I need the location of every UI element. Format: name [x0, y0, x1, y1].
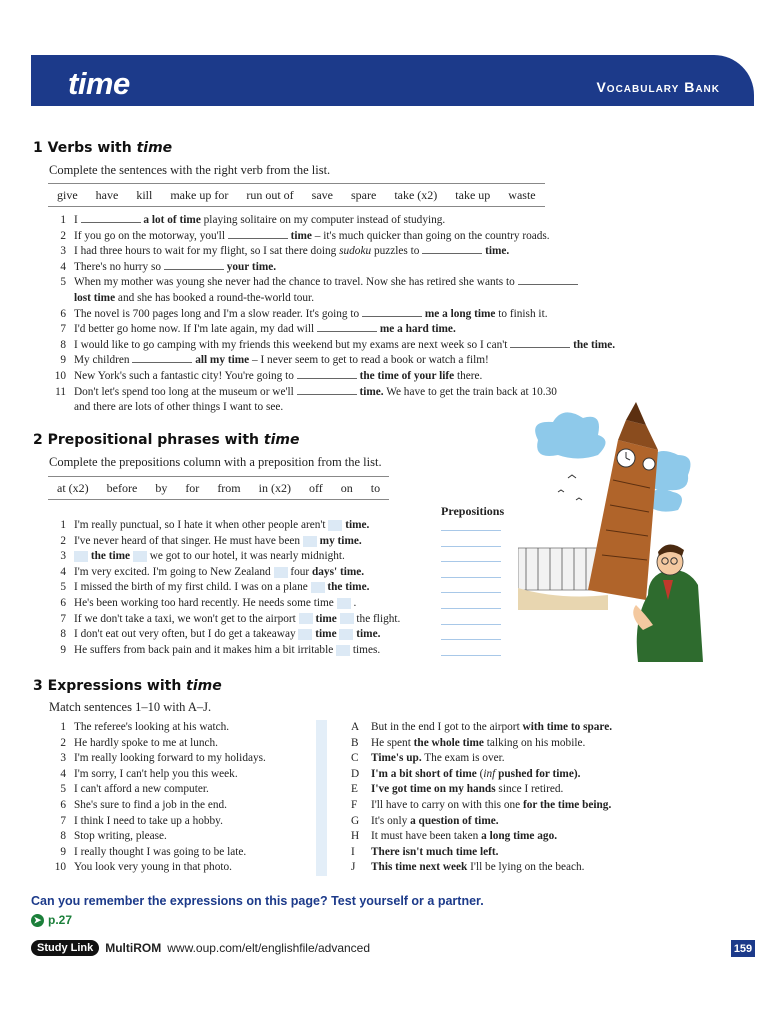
word-list-item: have: [95, 187, 119, 202]
option-letter: C: [351, 752, 359, 765]
sentence-row: [50, 213, 615, 229]
sentence-number: 6: [60, 307, 66, 320]
sentence-number: 8: [60, 628, 66, 641]
key-phrase: the time.: [573, 338, 616, 351]
sentence-row: [50, 244, 615, 260]
option-text: I've got time on my hands since I retired.: [371, 783, 564, 796]
key-phrase: time.: [485, 245, 510, 258]
sentence-number: 2: [60, 229, 66, 242]
sentence-number: 8: [60, 338, 66, 351]
match-right-row: [351, 845, 612, 861]
sentence-text: He suffers from back pain and it makes him a bit irritable times.: [74, 643, 381, 656]
option-text: It's only a question of time.: [371, 814, 499, 827]
preposition-answer-line[interactable]: [441, 592, 501, 593]
option-letter: E: [351, 783, 358, 796]
section-2-word-list: [48, 476, 389, 500]
option-letter: J: [351, 861, 356, 874]
match-right-row: [351, 720, 612, 736]
key-phrase: for the time being.: [523, 798, 612, 811]
sentence-number: 5: [60, 276, 66, 289]
sentence-number: 11: [55, 385, 66, 398]
answer-blank[interactable]: [297, 393, 357, 395]
key-phrase: the time of your life: [359, 369, 455, 382]
sentence-number: 1: [60, 519, 66, 531]
key-phrase: a lot of time: [143, 214, 201, 226]
word-list-item: before: [106, 480, 138, 495]
prepositions-column-header: Prepositions: [441, 504, 505, 518]
sentence-row: [50, 338, 615, 354]
sentence-text: I would like to go camping with my friends this weekend but my exams are next week so I can't the time.: [74, 338, 616, 351]
answer-blank[interactable]: [518, 283, 578, 285]
option-text: I'm a bit short of time (inf pushed for time).: [371, 767, 581, 780]
sentence-number: 9: [60, 845, 66, 858]
preposition-answer-line[interactable]: [441, 530, 501, 531]
match-right-row: [351, 751, 612, 767]
answer-blank[interactable]: [81, 221, 141, 223]
preposition-answer-line[interactable]: [441, 655, 501, 656]
section-2-sentences: [50, 518, 400, 658]
match-right-row: [351, 736, 612, 752]
sentence-text: lost time and she has booked a round-the-world tour.: [74, 291, 315, 304]
word-list-item: in (x2): [258, 480, 291, 495]
word-list-item: waste: [508, 187, 536, 202]
preposition-answer-line[interactable]: [441, 608, 501, 609]
sentence-number: 9: [60, 643, 66, 656]
section-2-title: 2 Prepositional phrases with time: [33, 432, 300, 448]
section-3-right-sentences: [351, 720, 612, 876]
word-list-item: to: [370, 480, 381, 495]
sentence-text: I'm sorry, I can't help you this week.: [74, 767, 238, 780]
study-link-badge: Study Link: [31, 940, 99, 956]
sentence-number: 1: [60, 214, 66, 226]
arrow-right-icon: ➤: [31, 914, 44, 927]
answer-gap[interactable]: [303, 536, 317, 547]
word-list-item: take up: [455, 187, 491, 202]
sentence-number: 3: [60, 550, 66, 563]
key-phrase: time.: [356, 628, 381, 641]
key-phrase: days' time.: [312, 565, 365, 578]
sentence-text: I a lot of time playing solitaire on my computer instead of studying.: [74, 214, 446, 226]
preposition-answer-line[interactable]: [441, 546, 501, 547]
sentence-number: 7: [60, 814, 66, 827]
sentence-text: He hardly spoke to me at lunch.: [74, 736, 218, 749]
key-phrase: the whole time: [413, 736, 484, 749]
match-left-row: [50, 845, 266, 861]
answer-blank[interactable]: [228, 237, 288, 239]
option-letter: D: [351, 767, 360, 780]
option-letter: F: [351, 798, 358, 811]
section-1-instruction: Complete the sentences with the right verb from the list.: [49, 163, 331, 177]
preposition-answer-line[interactable]: [441, 639, 501, 640]
sentence-text: The referee's looking at his watch.: [74, 721, 230, 733]
sentence-text: I'm very excited. I'm going to New Zealand four days' time.: [74, 565, 365, 578]
italic-word: inf: [483, 767, 496, 780]
key-phrase: me a long time: [424, 307, 496, 320]
sentence-row: [50, 229, 615, 245]
preposition-answer-line[interactable]: [441, 624, 501, 625]
word-list-item: spare: [350, 187, 377, 202]
answer-blank[interactable]: [510, 346, 570, 348]
sentence-number: 8: [60, 830, 66, 843]
sentence-text: You look very young in that photo.: [74, 861, 232, 874]
key-phrase: with time to spare.: [522, 721, 613, 733]
sentence-number: 10: [54, 369, 66, 382]
word-list-item: off: [308, 480, 323, 495]
sentence-text: I'm really punctual, so I hate it when other people aren't time.: [74, 519, 370, 531]
answer-gap[interactable]: [336, 645, 350, 656]
sentence-text: I really thought I was going to be late.: [74, 845, 247, 858]
key-phrase: pushed for time).: [498, 767, 581, 780]
answer-blank[interactable]: [164, 268, 224, 270]
match-left-row: [50, 767, 266, 783]
sentence-row: [50, 260, 615, 276]
sentence-row: [50, 596, 400, 612]
section-1-sentences: [50, 213, 615, 416]
word-list-item: by: [155, 480, 168, 495]
sentence-text: There's no hurry so your time.: [74, 260, 277, 273]
key-phrase: a question of time.: [410, 814, 499, 827]
match-left-row: [50, 798, 266, 814]
footer-url[interactable]: www.oup.com/elt/englishfile/advanced: [167, 941, 371, 955]
match-right-row: [351, 829, 612, 845]
sentence-number: 3: [60, 752, 66, 765]
sentence-row: [50, 275, 615, 291]
option-text: [371, 845, 499, 861]
sentence-text: My children all my time – I never seem to get to read a book or watch a film!: [74, 354, 489, 367]
sentence-number: 5: [60, 581, 66, 594]
match-left-row: [50, 720, 266, 736]
word-list-item: kill: [136, 187, 153, 202]
section-1-word-list: [48, 183, 545, 207]
key-phrase: time.: [345, 519, 370, 531]
sentence-number-spacer: [50, 400, 66, 416]
sentence-row: [50, 534, 400, 550]
option-text: I'll have to carry on with this one for the time being.: [371, 798, 612, 811]
recall-prompt: Can you remember the expressions on this page? Test yourself or a partner.: [31, 894, 484, 908]
sentence-row: [50, 580, 400, 596]
sentence-text: If we don't take a taxi, we won't get to the airport time the flight.: [74, 612, 401, 625]
answer-gap[interactable]: [340, 613, 354, 624]
sentence-row: [50, 385, 615, 401]
sentence-number-spacer: [50, 291, 66, 307]
sentence-text: The novel is 700 pages long and I'm a slow reader. It's going to me a long time to finish it.: [74, 307, 548, 320]
preposition-answer-line[interactable]: [441, 577, 501, 578]
sentence-row-continued: [50, 291, 615, 307]
sentence-text: I think I need to take up a hobby.: [74, 814, 223, 827]
sentence-text: Don't let's spend too long at the museum or we'll time. We have to get the train back at 10.30: [74, 385, 557, 398]
answer-gap[interactable]: [339, 629, 353, 640]
answer-gap[interactable]: [74, 551, 88, 562]
answer-gap[interactable]: [298, 629, 312, 640]
sentence-row: [50, 353, 615, 369]
sentence-text: I missed the birth of my first child. I was on a plane the time.: [74, 581, 370, 594]
key-phrase: your time.: [226, 260, 277, 273]
word-list-item: from: [217, 480, 241, 495]
preposition-answer-line[interactable]: [441, 561, 501, 562]
word-list-item: give: [57, 187, 78, 202]
answer-gap[interactable]: [337, 598, 351, 609]
sentence-number: 2: [60, 736, 66, 749]
sentence-text: If you go on the motorway, you'll time – it's much quicker than going on the country roads.: [74, 229, 550, 242]
key-phrase: time: [315, 612, 337, 625]
sentence-number: 7: [60, 612, 66, 625]
sentence-number: 9: [60, 354, 66, 367]
key-phrase: time: [290, 229, 312, 242]
key-phrase: time.: [359, 385, 384, 398]
page-title: time: [68, 66, 130, 101]
option-letter: B: [351, 736, 359, 749]
sentence-text: I don't eat out very often, but I do get a takeaway time time.: [74, 628, 381, 641]
sentence-text: Stop writing, please.: [74, 830, 167, 843]
sentence-number: 6: [60, 596, 66, 609]
italic-word: sudoku: [339, 245, 372, 258]
key-phrase: my time.: [319, 534, 362, 547]
sentence-number: 4: [60, 260, 66, 273]
answer-blank[interactable]: [317, 330, 377, 332]
sentence-text: I'd better go home now. If I'm late again, my dad will me a hard time.: [74, 323, 456, 336]
match-right-row: [351, 798, 612, 814]
match-right-row: [351, 814, 612, 830]
match-left-row: [50, 782, 266, 798]
sentence-text: I can't afford a new computer.: [74, 783, 209, 796]
key-phrase: a long time ago.: [481, 830, 558, 843]
page-reference[interactable]: ➤ p.27: [31, 913, 72, 927]
key-phrase: I'm a bit short of time: [371, 767, 477, 780]
match-left-row: [50, 860, 266, 876]
sentence-number: 2: [60, 534, 66, 547]
match-left-row: [50, 829, 266, 845]
word-list-item: take (x2): [394, 187, 438, 202]
match-left-row: [50, 736, 266, 752]
sentence-number: 10: [54, 861, 66, 874]
match-right-row: [351, 860, 612, 876]
key-phrase: all my time: [195, 354, 250, 367]
match-answer-boxes[interactable]: [316, 720, 327, 876]
answer-blank[interactable]: [297, 377, 357, 379]
sentence-row: [50, 643, 400, 659]
sentence-number: 4: [60, 767, 66, 780]
sentence-text: She's sure to find a job in the end.: [74, 798, 227, 811]
key-phrase: This time next week: [371, 861, 468, 874]
word-list-item: run out of: [246, 187, 294, 202]
word-list-item: on: [340, 480, 353, 495]
key-phrase: the time.: [327, 581, 370, 594]
key-phrase: me a hard time.: [379, 323, 456, 336]
sentence-text: I had three hours to wait for my flight, so I sat there doing sudoku puzzles to time.: [74, 245, 510, 258]
key-phrase: time: [315, 628, 337, 641]
word-list-item: at (x2): [57, 480, 89, 495]
option-letter: A: [351, 721, 360, 733]
answer-gap[interactable]: [299, 613, 313, 624]
section-3-title: 3 Expressions with time: [33, 678, 222, 694]
multirom-label: MultiROM: [105, 941, 162, 955]
word-list-item: save: [311, 187, 333, 202]
section-3-instruction: Match sentences 1–10 with A–J.: [49, 700, 212, 714]
sentence-row: [50, 549, 400, 565]
key-phrase: the time: [90, 550, 131, 563]
sentence-row: [50, 322, 615, 338]
section-label: Vocabulary Bank: [596, 79, 720, 95]
section-1-title: 1 Verbs with time: [33, 140, 173, 156]
match-right-row: [351, 767, 612, 783]
sentence-number: 6: [60, 798, 66, 811]
word-list-item: make up for: [170, 187, 229, 202]
section-3-left-sentences: [50, 720, 266, 876]
match-left-row: [50, 751, 266, 767]
section-2-instruction: Complete the prepositions column with a preposition from the list.: [49, 455, 382, 469]
answer-blank[interactable]: [422, 252, 482, 254]
sentence-text: New York's such a fantastic city! You're going to the time of your life there.: [74, 369, 483, 382]
word-list-item: for: [185, 480, 200, 495]
answer-blank[interactable]: [362, 315, 422, 317]
option-text: But in the end I got to the airport with time to spare.: [371, 721, 613, 733]
big-ben-illustration: [518, 400, 708, 662]
sentence-row: [50, 369, 615, 385]
match-right-row: [351, 782, 612, 798]
sentence-row: [50, 307, 615, 323]
option-letter: G: [351, 814, 360, 827]
option-letter: H: [351, 830, 360, 843]
sentence-text: I'm really looking forward to my holidays.: [74, 752, 266, 765]
option-text: This time next week I'll be lying on the beach.: [371, 861, 585, 874]
answer-gap[interactable]: [311, 582, 325, 593]
page-number: 159: [731, 940, 755, 957]
sentence-number: 1: [60, 721, 66, 733]
sentence-text: When my mother was young she never had the chance to travel. Now she has retired she wants to: [74, 275, 578, 291]
sentence-text: He's been working too hard recently. He needs some time .: [74, 596, 357, 609]
sentence-number: 3: [60, 245, 66, 258]
option-letter: I: [351, 845, 355, 858]
answer-gap[interactable]: [328, 520, 342, 531]
sentence-text: the time we got to our hotel, it was nearly midnight.: [74, 549, 345, 565]
answer-gap[interactable]: [274, 567, 288, 578]
sentence-row: [50, 518, 400, 534]
footer-bar: [31, 940, 370, 956]
key-phrase: I've got time on my hands: [371, 783, 496, 796]
sentence-row: [50, 612, 400, 628]
key-phrase: lost time: [74, 291, 116, 304]
sentence-text: I've never heard of that singer. He must have been my time.: [74, 534, 362, 547]
match-left-row: [50, 814, 266, 830]
sentence-number: 7: [60, 323, 66, 336]
sentence-text: and there are lots of other things I want to see.: [74, 401, 284, 414]
option-text: It must have been taken a long time ago.: [371, 830, 558, 843]
answer-gap[interactable]: [133, 551, 147, 562]
option-text: Time's up. The exam is over.: [371, 752, 505, 765]
sentence-row: [50, 627, 400, 643]
sentence-row: [50, 565, 400, 581]
key-phrase: Time's up.: [371, 752, 422, 765]
sentence-number: 5: [60, 783, 66, 796]
key-phrase: There isn't much time left.: [371, 845, 499, 858]
answer-blank[interactable]: [132, 361, 192, 363]
option-text: He spent the whole time talking on his mobile.: [371, 736, 586, 749]
sentence-number: 4: [60, 565, 66, 578]
